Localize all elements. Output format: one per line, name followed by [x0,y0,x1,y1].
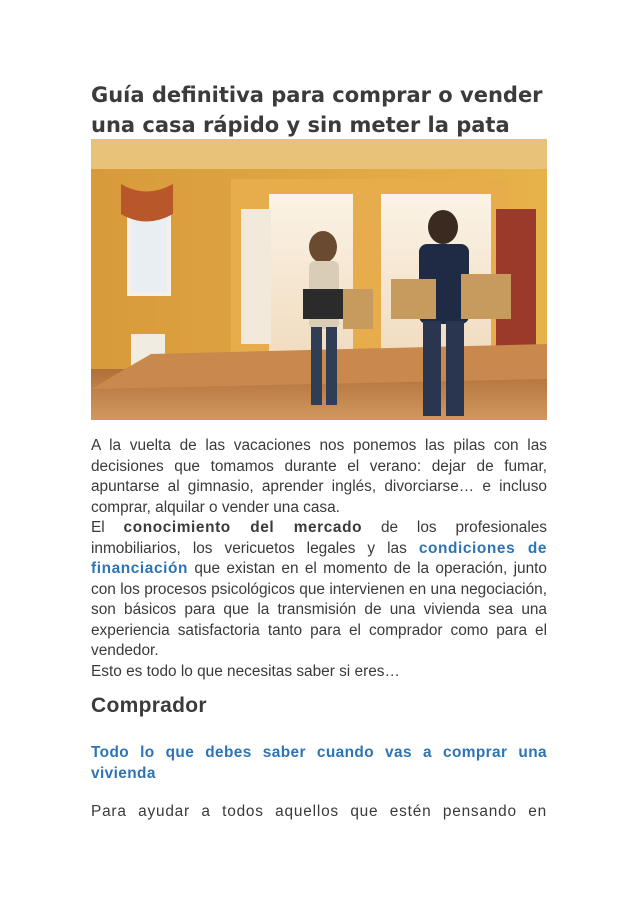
article-title: Guía definitiva para comprar o vender una casa rápido y sin meter la pata [91,83,543,137]
buyer-guide-link[interactable]: Todo lo que debes saber cuando vas a comprar una vivienda [91,744,547,782]
section-heading-buyer: Comprador [91,694,207,717]
couple-moving-boxes-photo [91,139,547,420]
intro-paragraph: A la vuelta de las vacaciones nos ponemos las pilas con las decisiones que tomamos durante el verano: dejar de fumar, apuntarse al gimnasio, aprender inglés, divorciarse… e incluso comprar, alquilar o vender una casa. [91,437,547,516]
summary-paragraph: Esto es todo lo que necesitas saber si eres… [91,662,400,680]
financing-conditions-link[interactable]: condiciones de financiación [91,539,547,577]
buyer-intro-paragraph: Para ayudar a todos aquellos que estén pensando en [91,803,547,820]
market-paragraph [91,518,547,662]
market-paragraph-middle: de los profesionales inmobiliarios, los vericuetos legales y las [91,519,547,557]
intro-text [91,436,547,682]
market-knowledge-keyword: conocimiento del mercado [123,519,363,536]
market-paragraph-tail: que existan en el momento de la operación, junto con los procesos psicológicos que intervienen en una negociación, son básicos para que la transmisión de una vivienda sea una experiencia satisfactoria tanto para el comprador como para el vendedor. [91,560,547,659]
market-paragraph-lead: El [91,519,124,536]
